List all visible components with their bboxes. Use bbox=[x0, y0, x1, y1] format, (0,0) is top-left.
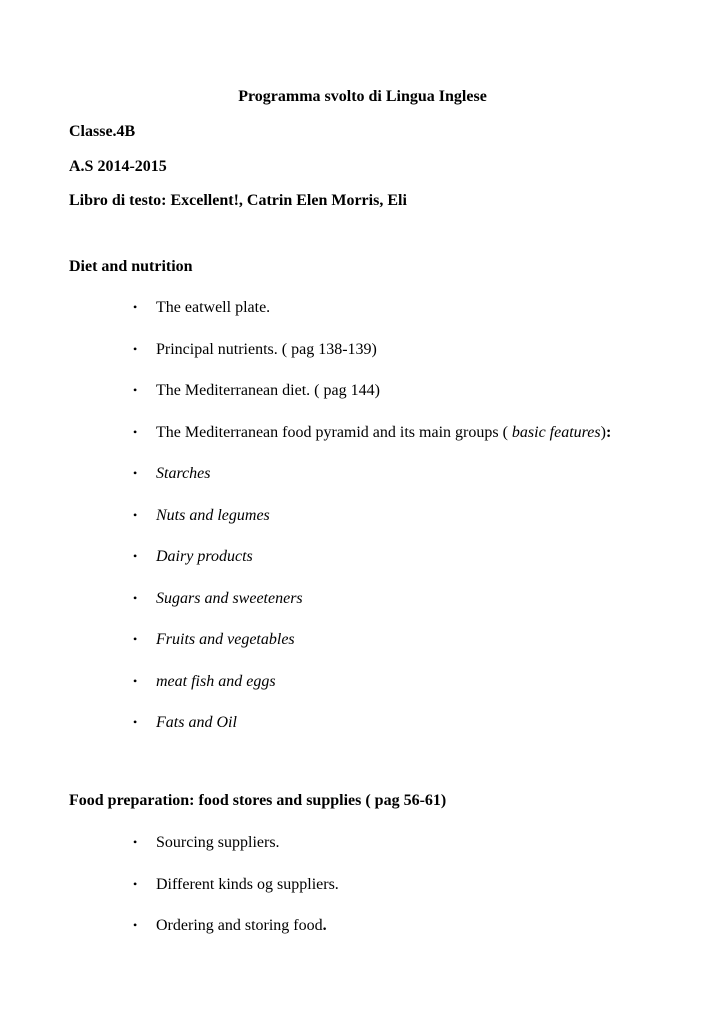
page-title: Programma svolto di Lingua Inglese bbox=[238, 88, 487, 105]
food-group-item bbox=[133, 463, 211, 484]
list-item-text: Ordering and storing food bbox=[156, 917, 323, 934]
bullet-icon: • bbox=[133, 877, 138, 891]
bullet-icon: • bbox=[133, 508, 138, 522]
bullet-icon: • bbox=[133, 835, 138, 849]
pyramid-prefix: The Mediterranean food pyramid and its main groups ( bbox=[156, 424, 512, 441]
food-group-item bbox=[133, 712, 237, 733]
textbook-label: Libro di testo: Excellent!, Catrin Elen Morris, Eli bbox=[69, 192, 407, 209]
list-item-text: Sourcing suppliers. bbox=[156, 834, 280, 851]
class-label: Classe.4B bbox=[69, 123, 136, 140]
bullet-icon: • bbox=[133, 715, 138, 729]
bullet-icon: • bbox=[133, 466, 138, 480]
food-group-text: Starches bbox=[156, 465, 211, 482]
food-group-text: Fats and Oil bbox=[156, 714, 237, 731]
food-group-text: Nuts and legumes bbox=[156, 507, 270, 524]
school-year-label: A.S 2014-2015 bbox=[69, 158, 167, 175]
list-item-pyramid bbox=[133, 422, 611, 443]
bullet-icon: • bbox=[133, 300, 138, 314]
list-item-text: The Mediterranean diet. ( pag 144) bbox=[156, 382, 380, 399]
list-item bbox=[133, 380, 380, 401]
bullet-icon: • bbox=[133, 632, 138, 646]
food-group-item bbox=[133, 671, 276, 692]
section-heading-food-preparation: Food preparation: food stores and supplies ( pag 56-61) bbox=[69, 792, 447, 809]
list-item-period: . bbox=[322, 917, 327, 934]
pyramid-colon: : bbox=[605, 424, 612, 441]
food-group-text: meat fish and eggs bbox=[156, 673, 276, 690]
section-heading-diet: Diet and nutrition bbox=[69, 258, 193, 275]
list-item bbox=[133, 297, 270, 318]
food-group-item bbox=[133, 588, 303, 609]
food-group-item bbox=[133, 505, 270, 526]
food-group-text: Sugars and sweeteners bbox=[156, 590, 303, 607]
food-group-item bbox=[133, 546, 253, 567]
food-group-text: Dairy products bbox=[156, 548, 253, 565]
list-item bbox=[133, 915, 327, 936]
list-item bbox=[133, 832, 280, 853]
bullet-icon: • bbox=[133, 674, 138, 688]
list-item bbox=[133, 339, 377, 360]
food-group-item bbox=[133, 629, 295, 650]
bullet-icon: • bbox=[133, 425, 138, 439]
list-item-text: The eatwell plate. bbox=[156, 299, 271, 316]
list-item bbox=[133, 874, 339, 895]
list-item-text: Different kinds og suppliers. bbox=[156, 876, 339, 893]
pyramid-emphasis: basic features bbox=[511, 424, 601, 441]
bullet-icon: • bbox=[133, 549, 138, 563]
list-item-text: Principal nutrients. ( pag 138-139) bbox=[156, 341, 377, 358]
bullet-icon: • bbox=[133, 918, 138, 932]
food-group-text: Fruits and vegetables bbox=[156, 631, 295, 648]
bullet-icon: • bbox=[133, 591, 138, 605]
bullet-icon: • bbox=[133, 342, 138, 356]
bullet-icon: • bbox=[133, 383, 138, 397]
pyramid-paren: ) bbox=[600, 424, 606, 441]
